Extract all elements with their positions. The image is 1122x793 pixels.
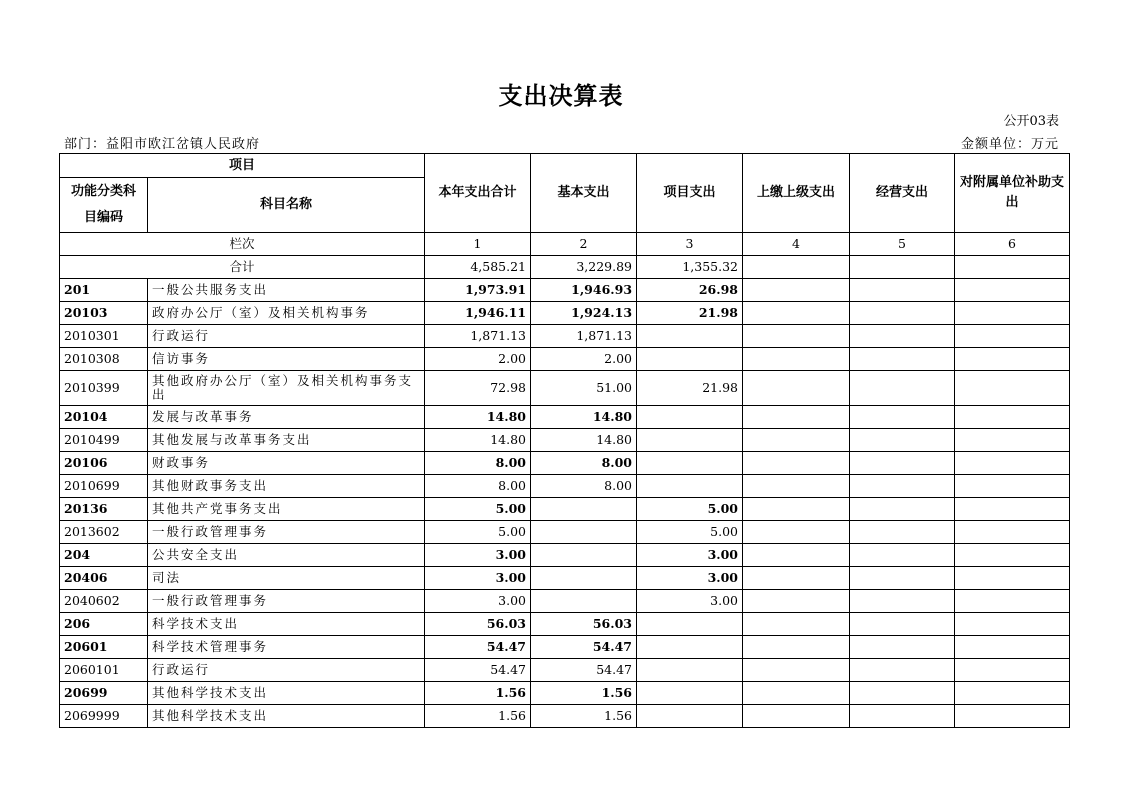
row-subsidy xyxy=(955,429,1070,452)
row-subject-name: 一般公共服务支出 xyxy=(148,279,425,302)
column-number: 6 xyxy=(955,233,1070,256)
row-upper xyxy=(743,613,850,636)
row-operating xyxy=(850,521,955,544)
row-subsidy xyxy=(955,636,1070,659)
table-row xyxy=(60,475,1070,498)
row-upper xyxy=(743,498,850,521)
row-operating xyxy=(850,613,955,636)
row-total: 54.47 xyxy=(425,659,531,682)
table-row xyxy=(60,279,1070,302)
row-project xyxy=(637,682,743,705)
row-subject-name: 其他发展与改革事务支出 xyxy=(148,429,425,452)
row-code: 20106 xyxy=(60,452,148,475)
row-basic xyxy=(531,590,637,613)
row-operating xyxy=(850,279,955,302)
row-project: 26.98 xyxy=(637,279,743,302)
row-code: 20104 xyxy=(60,406,148,429)
row-subject-name: 政府办公厅（室）及相关机构事务 xyxy=(148,302,425,325)
row-subject-name: 公共安全支出 xyxy=(148,544,425,567)
row-operating xyxy=(850,475,955,498)
row-project xyxy=(637,613,743,636)
row-subsidy xyxy=(955,659,1070,682)
table-row xyxy=(60,498,1070,521)
table-row xyxy=(60,544,1070,567)
row-operating xyxy=(850,302,955,325)
table-row xyxy=(60,406,1070,429)
header-project: 项目支出 xyxy=(637,154,743,233)
row-upper xyxy=(743,682,850,705)
column-number: 5 xyxy=(850,233,955,256)
row-subject-name: 财政事务 xyxy=(148,452,425,475)
total-basic: 3,229.89 xyxy=(531,256,637,279)
row-subject-name: 其他科学技术支出 xyxy=(148,682,425,705)
row-upper xyxy=(743,590,850,613)
row-basic: 1,871.13 xyxy=(531,325,637,348)
total-project: 1,355.32 xyxy=(637,256,743,279)
row-code: 20699 xyxy=(60,682,148,705)
row-operating xyxy=(850,544,955,567)
row-project xyxy=(637,659,743,682)
table-row xyxy=(60,302,1070,325)
row-upper xyxy=(743,325,850,348)
row-operating xyxy=(850,705,955,728)
table-row xyxy=(60,682,1070,705)
row-basic: 1.56 xyxy=(531,705,637,728)
row-subsidy xyxy=(955,590,1070,613)
row-project xyxy=(637,705,743,728)
table-row xyxy=(60,636,1070,659)
column-number: 4 xyxy=(743,233,850,256)
row-subject-name: 发展与改革事务 xyxy=(148,406,425,429)
row-subsidy xyxy=(955,279,1070,302)
total-operating xyxy=(850,256,955,279)
row-project xyxy=(637,636,743,659)
row-subsidy xyxy=(955,567,1070,590)
row-code: 204 xyxy=(60,544,148,567)
row-subsidy xyxy=(955,613,1070,636)
table-row xyxy=(60,590,1070,613)
row-code: 20136 xyxy=(60,498,148,521)
row-subject-name: 一般行政管理事务 xyxy=(148,521,425,544)
column-number: 3 xyxy=(637,233,743,256)
row-total: 1.56 xyxy=(425,705,531,728)
row-upper xyxy=(743,452,850,475)
table-row xyxy=(60,567,1070,590)
row-total: 1,973.91 xyxy=(425,279,531,302)
row-operating xyxy=(850,567,955,590)
row-operating xyxy=(850,452,955,475)
table-row xyxy=(60,348,1070,371)
row-operating xyxy=(850,682,955,705)
row-subsidy xyxy=(955,682,1070,705)
row-basic: 51.00 xyxy=(531,371,637,406)
row-upper xyxy=(743,659,850,682)
total-subsidy xyxy=(955,256,1070,279)
header-operating: 经营支出 xyxy=(850,154,955,233)
row-project: 21.98 xyxy=(637,371,743,406)
form-number: 公开03表 xyxy=(1003,114,1059,129)
row-code: 2010399 xyxy=(60,371,148,406)
row-code: 2010699 xyxy=(60,475,148,498)
row-upper xyxy=(743,521,850,544)
row-subsidy xyxy=(955,498,1070,521)
row-basic: 54.47 xyxy=(531,636,637,659)
row-subject-name: 科学技术管理事务 xyxy=(148,636,425,659)
row-subsidy xyxy=(955,452,1070,475)
total-amount: 4,585.21 xyxy=(425,256,531,279)
row-upper xyxy=(743,544,850,567)
row-basic: 1.56 xyxy=(531,682,637,705)
department-label: 部门：益阳市欧江岔镇人民政府 xyxy=(64,137,261,152)
row-basic: 14.80 xyxy=(531,406,637,429)
row-basic xyxy=(531,498,637,521)
row-subsidy xyxy=(955,371,1070,406)
row-code: 20103 xyxy=(60,302,148,325)
row-code: 20406 xyxy=(60,567,148,590)
row-operating xyxy=(850,406,955,429)
table-row xyxy=(60,613,1070,636)
row-total: 3.00 xyxy=(425,544,531,567)
row-operating xyxy=(850,590,955,613)
row-total: 3.00 xyxy=(425,590,531,613)
row-code: 201 xyxy=(60,279,148,302)
row-total: 8.00 xyxy=(425,475,531,498)
row-subject-name: 其他共产党事务支出 xyxy=(148,498,425,521)
row-code: 2040602 xyxy=(60,590,148,613)
total-upper xyxy=(743,256,850,279)
row-code: 20601 xyxy=(60,636,148,659)
header-upper: 上缴上级支出 xyxy=(743,154,850,233)
row-subject-name: 信访事务 xyxy=(148,348,425,371)
table-row xyxy=(60,452,1070,475)
row-upper xyxy=(743,302,850,325)
row-operating xyxy=(850,659,955,682)
table-row xyxy=(60,429,1070,452)
total-row-label: 合计 xyxy=(60,256,425,279)
column-number: 2 xyxy=(531,233,637,256)
row-upper xyxy=(743,705,850,728)
row-total: 3.00 xyxy=(425,567,531,590)
row-total: 2.00 xyxy=(425,348,531,371)
header-func-code: 功能分类科目编码 xyxy=(60,178,148,233)
row-subsidy xyxy=(955,521,1070,544)
row-subsidy xyxy=(955,348,1070,371)
table-row xyxy=(60,521,1070,544)
row-code: 2069999 xyxy=(60,705,148,728)
row-total: 14.80 xyxy=(425,429,531,452)
row-subsidy xyxy=(955,475,1070,498)
table-row xyxy=(60,659,1070,682)
row-subject-name: 一般行政管理事务 xyxy=(148,590,425,613)
row-operating xyxy=(850,498,955,521)
row-subsidy xyxy=(955,406,1070,429)
row-operating xyxy=(850,325,955,348)
row-total: 56.03 xyxy=(425,613,531,636)
row-basic: 14.80 xyxy=(531,429,637,452)
row-subject-name: 行政运行 xyxy=(148,325,425,348)
row-project xyxy=(637,429,743,452)
row-subsidy xyxy=(955,302,1070,325)
row-project: 21.98 xyxy=(637,302,743,325)
row-code: 2060101 xyxy=(60,659,148,682)
row-subsidy xyxy=(955,544,1070,567)
row-subject-name: 其他科学技术支出 xyxy=(148,705,425,728)
table-row xyxy=(60,325,1070,348)
row-code: 2010499 xyxy=(60,429,148,452)
row-basic: 8.00 xyxy=(531,452,637,475)
row-project xyxy=(637,475,743,498)
row-basic: 8.00 xyxy=(531,475,637,498)
row-subject-name: 其他财政事务支出 xyxy=(148,475,425,498)
header-subsidy: 对附属单位补助支出 xyxy=(955,154,1070,233)
row-upper xyxy=(743,279,850,302)
row-upper xyxy=(743,429,850,452)
row-upper xyxy=(743,567,850,590)
row-operating xyxy=(850,429,955,452)
row-project: 3.00 xyxy=(637,590,743,613)
row-upper xyxy=(743,475,850,498)
row-upper xyxy=(743,348,850,371)
page-title: 支出决算表 xyxy=(498,82,624,110)
row-operating xyxy=(850,636,955,659)
row-total: 1.56 xyxy=(425,682,531,705)
row-subsidy xyxy=(955,705,1070,728)
row-project: 3.00 xyxy=(637,544,743,567)
row-subject-name: 科学技术支出 xyxy=(148,613,425,636)
row-code: 206 xyxy=(60,613,148,636)
row-project: 5.00 xyxy=(637,521,743,544)
column-row-label: 栏次 xyxy=(60,233,425,256)
amount-unit-label: 金额单位：万元 xyxy=(960,137,1059,152)
row-total: 8.00 xyxy=(425,452,531,475)
row-code: 2010308 xyxy=(60,348,148,371)
row-operating xyxy=(850,348,955,371)
row-code: 2010301 xyxy=(60,325,148,348)
table-row xyxy=(60,705,1070,728)
row-total: 5.00 xyxy=(425,521,531,544)
row-basic xyxy=(531,521,637,544)
row-subject-name: 司法 xyxy=(148,567,425,590)
row-total: 1,871.13 xyxy=(425,325,531,348)
row-total: 1,946.11 xyxy=(425,302,531,325)
row-upper xyxy=(743,636,850,659)
row-project xyxy=(637,406,743,429)
row-project xyxy=(637,452,743,475)
row-basic: 1,924.13 xyxy=(531,302,637,325)
row-upper xyxy=(743,406,850,429)
row-subject-name: 行政运行 xyxy=(148,659,425,682)
row-project: 5.00 xyxy=(637,498,743,521)
row-total: 54.47 xyxy=(425,636,531,659)
header-basic: 基本支出 xyxy=(531,154,637,233)
row-basic: 2.00 xyxy=(531,348,637,371)
column-number: 1 xyxy=(425,233,531,256)
header-subject-name: 科目名称 xyxy=(148,178,425,233)
row-upper xyxy=(743,371,850,406)
row-basic: 56.03 xyxy=(531,613,637,636)
row-basic xyxy=(531,567,637,590)
row-total: 72.98 xyxy=(425,371,531,406)
row-basic: 54.47 xyxy=(531,659,637,682)
row-code: 2013602 xyxy=(60,521,148,544)
row-subject-name: 其他政府办公厅（室）及相关机构事务支出 xyxy=(148,371,425,406)
row-project xyxy=(637,348,743,371)
expenditure-table xyxy=(59,153,1070,728)
row-operating xyxy=(850,371,955,406)
row-total: 5.00 xyxy=(425,498,531,521)
row-basic xyxy=(531,544,637,567)
row-total: 14.80 xyxy=(425,406,531,429)
header-item: 项目 xyxy=(60,154,425,178)
table-row xyxy=(60,371,1070,406)
row-project: 3.00 xyxy=(637,567,743,590)
row-subsidy xyxy=(955,325,1070,348)
row-basic: 1,946.93 xyxy=(531,279,637,302)
header-total: 本年支出合计 xyxy=(425,154,531,233)
row-project xyxy=(637,325,743,348)
